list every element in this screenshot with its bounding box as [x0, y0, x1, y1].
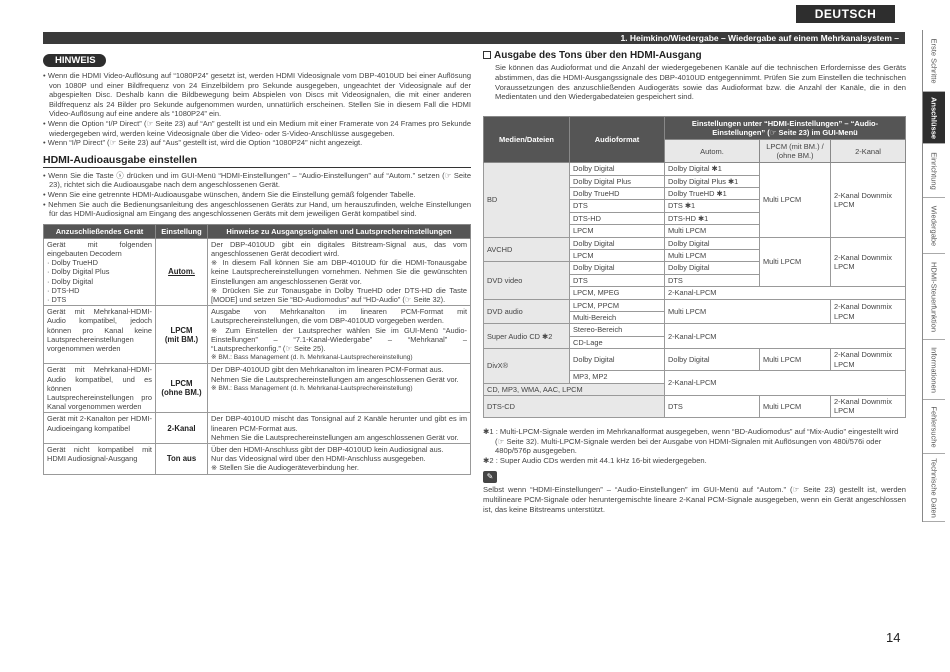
media-sacd: Super Audio CD ✱2 [484, 324, 570, 349]
media-cd: CD, MP3, WMA, AAC, LPCM [484, 383, 665, 395]
media-dvd-video: DVD video [484, 262, 570, 299]
chapter-tab-label: Fehlersuche [929, 405, 939, 448]
notes-cell [208, 364, 471, 413]
format-cell: LPCM [570, 250, 665, 262]
table-row [44, 443, 471, 474]
autom-cell: Dolby Digital Plus ✱1 [665, 175, 760, 187]
two-channel-cell: 2-Kanal Downmix LPCM [831, 349, 906, 371]
format-cell: Stereo-Bereich [570, 324, 665, 336]
hdmi-audio-title: HDMI-Audioausgabe einstellen [43, 154, 471, 168]
col-header-settings: Einstellungen unter “HDMI-Einstellungen” – “Audio-Einstellungen” (☞ Seite 23) im GUI-Menü [665, 117, 906, 140]
hinweis-list [43, 71, 471, 148]
device-cell: Gerät mit Mehrkanal-HDMI-Audio kompatibel, jedoch können pro Kanal keine Lautsprechereinstellungen vorgenommen werden [44, 306, 156, 364]
chapter-tab-label: HDMI-Steuerfunktion [929, 261, 939, 332]
hdmi-audio-table [43, 224, 471, 475]
chapter-tab[interactable] [923, 30, 945, 92]
two-channel-cell: 2-Kanal Downmix LPCM [831, 163, 906, 237]
lpcm-cell: Multi LPCM [760, 349, 831, 371]
autom-cell: Dolby Digital [665, 262, 760, 274]
notes-cell [208, 306, 471, 364]
autom-cell: DTS-HD ✱1 [665, 212, 760, 224]
notes-text: Der DBP-4010UD gibt ein digitales Bitstream-Signal aus, das vom angeschlossenen Gerät decodiert wird. ※ In diesem Fall können Sie am DBP-4010UD für die HDMI-Tonausgabe keine Lautsprechereinstellungen vornehmen. Nehmen Sie die gewünschten Einstellungen am angeschlossenen Gerät vor. ※ Drücken Sie zur Tonausgabe in Dolby TrueHD oder DTS-HD die Taste [MODE] und setzen Sie “BD-Audiomodus” auf “HD-Audio” (☞ Seite 32). [211, 239, 467, 304]
device-cell: Gerät mit Mehrkanal-HDMI-Audio kompatibel, und es können Lautsprechereinstellungen pro Kanal vorgenommen werden [44, 364, 156, 413]
col-header-notes: Hinweise zu Ausgangssignalen und Lautsprechereinstellungen [208, 224, 471, 238]
checkbox-icon [483, 51, 491, 59]
hdmi-audio-list [43, 171, 471, 219]
setting-cell: 2-Kanal [156, 413, 208, 444]
ausgabe-intro: Sie können das Audioformat und die Anzahl der wiedergegebenen Kanäle auf die technischen Erfordernisse des Geräts abstimmen, das die HDMI-Ausgangssignale des DBP-4010UD entgegennimmt. Prüfen Sie zum Einstellen die technischen Voraussetzungen des anzuschließenden Audiogeräts sowie das Audioformat bzw. die Anzahl der Kanäle, die in den Medientaten und den Wiedergabedateien gespeichert sind. [495, 63, 906, 102]
lpcm-cell: Multi LPCM [760, 163, 831, 237]
chapter-tab-label: Erste Schritte [929, 37, 939, 84]
autom-cell: Multi LPCM [665, 299, 831, 324]
chapter-tab-label: Einrichtung [929, 151, 939, 190]
format-cell: Multi-Bereich [570, 312, 665, 324]
notes-text: Der DBP-4010UD mischt das Tonsignal auf 2 Kanäle herunter und gibt es im linearen PCM-Format aus. Nehmen Sie die Lautsprechereinstellungen am angeschlossenen Gerät vor. [211, 414, 467, 442]
format-cell: Dolby Digital [570, 262, 665, 274]
format-cell: CD-Lage [570, 336, 665, 348]
bm-note: ※ BM.: Bass Management (d. h. Mehrkanal-Lautsprechereinstellung) [211, 384, 413, 392]
col-header-2kanal: 2-Kanal [831, 140, 906, 163]
setting-cell: Autom. [156, 238, 208, 305]
notes-cell [208, 238, 471, 305]
chapter-tab-label: Technische Daten [929, 457, 939, 518]
hdmi-audio-item: • Nehmen Sie auch die Bedienungsanleitung des angeschlossenen Geräts zur Hand, um herauszufinden, welche Einstellungen für das HDMI-Audiosignal am Eingang des angeschlossenen Geräts mit dem jeweiligen Gerät kompatibel sind. [43, 199, 471, 219]
hinweis-label: HINWEIS [43, 54, 106, 67]
hinweis-item: • Wenn “I/P Direct” (☞ Seite 23) auf “Aus” gestellt ist, wird die Option “1080P24” nicht angezeigt. [43, 138, 363, 148]
table-row [44, 413, 471, 444]
device-cell: Gerät nicht kompatibel mit HDMI Audiosignal-Ausgang [44, 443, 156, 474]
chapter-tab[interactable] [923, 400, 945, 454]
media-bd: BD [484, 163, 570, 237]
format-cell: DTS-HD [570, 212, 665, 224]
format-cell: DTS [570, 274, 665, 286]
autom-cell: 2-Kanal-LPCM [665, 324, 906, 349]
language-label: DEUTSCH [796, 5, 895, 23]
autom-cell: Dolby Digital [665, 349, 760, 371]
page-number: 14 [886, 630, 901, 645]
chapter-tab-label: Informationen [929, 346, 939, 393]
two-channel-cell: 2-Kanal Downmix LPCM [831, 299, 906, 324]
setting-cell: LPCM (mit BM.) [156, 306, 208, 364]
lpcm-cell: Multi LPCM [760, 237, 831, 287]
section-header: 1. Heimkino/Wiedergabe – Wiedergabe auf einem Mehrkanalsystem – [43, 32, 905, 44]
col-header-autom: Autom. [665, 140, 760, 163]
notes-cell [208, 443, 471, 474]
setting-cell: LPCM (ohne BM.) [156, 364, 208, 413]
format-cell: Dolby Digital [570, 237, 665, 249]
chapter-tab[interactable] [923, 454, 945, 522]
format-cell: LPCM, PPCM [570, 299, 665, 311]
two-channel-cell: 2-Kanal Downmix LPCM [831, 395, 906, 417]
col-header-format: Audioformat [570, 117, 665, 163]
chapter-tabs [922, 30, 944, 522]
table-row [44, 238, 471, 305]
ausgabe-title-text: Ausgabe des Tons über den HDMI-Ausgang [494, 50, 702, 61]
autom-cell: 2-Kanal-LPCM [665, 287, 906, 299]
notes-text: Ausgabe von Mehrkanalton im linearen PCM-Format mit Lautsprechereinstellungen, die vom DBP-4010UD vorgegeben werden. ※ Zum Einstellen der Lautsprecher wählen Sie im GUI-Menü “Audio-Einstellungen” – “7.1-Kanal-Wiedergabe” – “Mehrkanal” – “Lautsprecherkonfig.” (☞ Seite 25). [211, 307, 467, 353]
chapter-tab-label: Wiedergabe [929, 205, 939, 246]
hinweis-item: • Wenn die HDMI Video-Auflösung auf “1080P24” gesetzt ist, werden HDMI Videosignale vom DBP-4010UD bei einer Auflösung von 1080P und einer Bildfrequenz von 24 Einzelbildern pro Sekunde ausgegeben, ungeachtet der Videosignale auf der abgespielten Disc. Deshalb kann die Bildbewegung beim Abspielen von Discs mit Videosignalen, die mit einer anderen Bildfrequenz als 24 Bilder pro Sekunde aufgenommen wurden, unnatürlich erscheinen. Stellen Sie in diesem Fall die HDMI Video-Auflösung auf eine andere als “1080P24” ein. [43, 71, 471, 119]
bm-note: ※ BM.: Bass Management (d. h. Mehrkanal-Lautsprechereinstellung) [211, 354, 413, 362]
media-avchd: AVCHD [484, 237, 570, 262]
format-cell: MP3, MP2 [570, 371, 665, 383]
left-column [43, 50, 471, 475]
col-header-setting: Einstellung [156, 224, 208, 238]
format-cell: LPCM [570, 225, 665, 237]
autom-cell: DTS ✱1 [665, 200, 760, 212]
col-header-lpcm: LPCM (mit BM.) / (ohne BM.) [760, 140, 831, 163]
autom-cell: DTS [665, 395, 760, 417]
format-cell: LPCM, MPEG [570, 287, 665, 299]
table-row [44, 306, 471, 364]
audio-format-table [483, 116, 906, 418]
chapter-tab[interactable] [923, 92, 945, 144]
device-cell: Gerät mit folgenden eingebauten Decodern · Dolby TrueHD · Dolby Digital Plus · Dolby Digital · DTS-HD · DTS [44, 238, 156, 305]
col-header-device: Anzuschließendes Gerät [44, 224, 156, 238]
hdmi-audio-item: • Wenn Sie die Taste ⓢ drücken und im GUI-Menü “HDMI-Einstellungen” – “Audio-Einstellungen” auf “Autom.” setzen (☞ Seite 23), richtet sich die Audioausgabe nach dem angeschlossenen Gerät. [43, 170, 471, 190]
format-cell: Dolby TrueHD [570, 188, 665, 200]
setting-cell: Ton aus [156, 443, 208, 474]
device-cell: Gerät mit 2-Kanalton per HDMI-Audioeingang kompatibel [44, 413, 156, 444]
right-column [483, 50, 906, 514]
autom-cell: 2-Kanal-LPCM [665, 371, 906, 396]
format-cell: Dolby Digital [570, 163, 665, 175]
lpcm-cell: Multi LPCM [760, 395, 831, 417]
format-cell: Dolby Digital Plus [570, 175, 665, 187]
chapter-tab[interactable] [923, 198, 945, 254]
hdmi-audio-item: • Wenn Sie eine getrennte HDMI-Audioausgabe wünschen, ändern Sie die Einstellung gemäß folgender Tabelle. [43, 189, 416, 199]
chapter-tab[interactable] [923, 254, 945, 340]
hinweis-item: • Wenn die Option “I/P Direct” (☞ Seite 23) auf “An” gestellt ist und ein Medium mit einer Framerate von 24 Frames pro Sekunde wiedergegeben wird, werden keine Videosignale über die Video- oder S-Video-Anschlüsse ausgegeben. [43, 118, 471, 138]
autom-cell: DTS [665, 274, 760, 286]
note-icon: ✎ [483, 471, 497, 483]
media-divx: DivX® [484, 349, 570, 383]
note-text: Selbst wenn “HDMI-Einstellungen” – “Audio-Einstellungen” im GUI-Menü auf “Autom.” (☞ Seite 23) gestellt ist, werden multilineare PCM-Signale oder heruntergemischte lineare 2-Kanal PCM-Signale ausgegeben, wenn ein Gerät angeschlossen ist, das keine Bitstreams unterstützt. [483, 484, 906, 514]
footnote-2: ✱2 : Super Audio CDs werden mit 44.1 kHz 16-bit wiedergegeben. [483, 456, 707, 466]
autom-cell: Dolby Digital ✱1 [665, 163, 760, 175]
chapter-tab[interactable] [923, 144, 945, 198]
autom-cell: Multi LPCM [665, 250, 760, 262]
autom-cell: Dolby Digital [665, 237, 760, 249]
col-header-media: Medien/Dateien [484, 117, 570, 163]
two-channel-cell: 2-Kanal Downmix LPCM [831, 237, 906, 287]
media-dvd-audio: DVD audio [484, 299, 570, 324]
format-cell: Dolby Digital [570, 349, 665, 371]
format-cell: DTS [570, 200, 665, 212]
footnote-1: ✱1 : Multi-LPCM-Signale werden im Mehrkanalformat ausgegeben, wenn “BD-Audiomodus” auf “Mix-Audio” eingestellt wird (☞ Seite 32). Multi-LPCM-Signale werden bei der Ausgabe von HDMI-Signalen mit Auflösungen von 480i/576i oder 480p/576p ausgegeben. [483, 426, 899, 456]
ausgabe-title [483, 50, 906, 61]
table-row [44, 364, 471, 413]
autom-cell: Multi LPCM [665, 225, 760, 237]
notes-text: Über den HDMI-Anschluss gibt der DBP-4010UD kein Audiosignal aus. Nur das Videosignal wird über den HDMI-Anschluss ausgegeben. ※ Stellen Sie die Audiogeräteverbindung her. [211, 444, 444, 473]
chapter-tab-label: Anschlüsse [929, 96, 939, 139]
notes-text: Der DBP-4010UD gibt den Mehrkanalton im linearen PCM-Format aus. Nehmen Sie die Lautsprechereinstellungen am angeschlossenen Gerät vor. [211, 365, 459, 384]
autom-cell: Dolby TrueHD ✱1 [665, 188, 760, 200]
chapter-tab[interactable] [923, 340, 945, 400]
notes-cell [208, 413, 471, 444]
media-dts-cd: DTS-CD [484, 395, 665, 417]
